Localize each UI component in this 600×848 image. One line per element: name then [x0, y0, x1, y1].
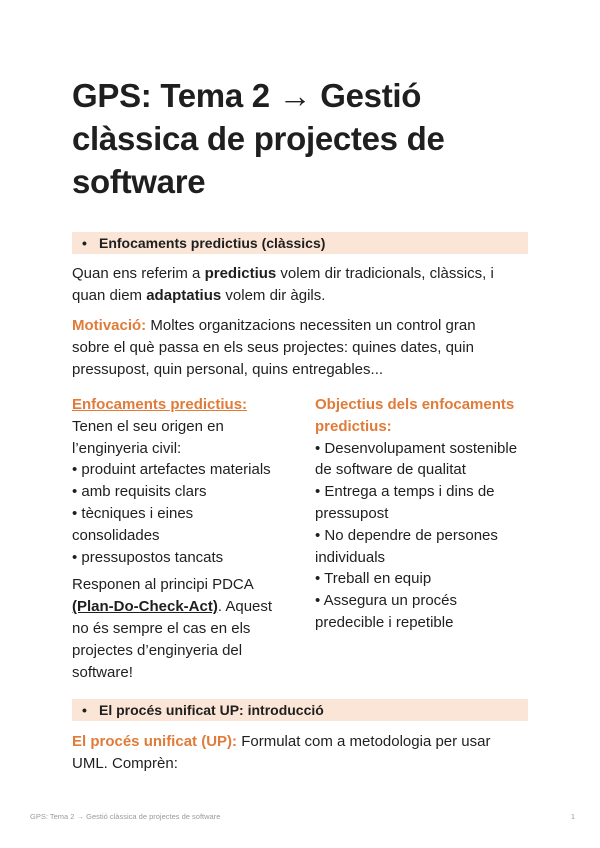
- right-column-line: • No dependre de persones: [315, 526, 498, 544]
- pdca-line: software!: [72, 663, 133, 681]
- left-column-line: consolidades: [72, 526, 160, 544]
- up-label: El procés unificat (UP):: [72, 733, 238, 750]
- bullet: •: [82, 702, 87, 718]
- motivation-text: pressupost, quin personal, quins entregables...: [72, 361, 384, 378]
- section-heading-text: El procés unificat UP: introducció: [99, 702, 324, 718]
- up-text: UML. Comprèn:: [72, 755, 178, 772]
- title-line: software: [72, 163, 206, 200]
- left-column-line: • amb requisits clars: [72, 483, 207, 501]
- pdca-line: projectes d’enginyeria del: [72, 641, 243, 659]
- right-column: [315, 394, 530, 634]
- right-column-line: pressupost: [315, 504, 389, 522]
- right-column-line: predecible i repetible: [315, 613, 454, 631]
- left-column-line: Tenen el seu origen en: [72, 417, 224, 435]
- intro-bold-adaptatius: adaptatius: [146, 287, 222, 304]
- intro-text: volem dir tradicionals, clàssics, i: [276, 265, 494, 282]
- right-column-line: de software de qualitat: [315, 461, 466, 479]
- left-column-heading: Enfocaments predictius:: [72, 396, 248, 413]
- title-line: clàssica de projectes de: [72, 120, 445, 157]
- motivation-label: Motivació:: [72, 317, 147, 334]
- left-column-line: l’enginyeria civil:: [72, 439, 182, 457]
- motivation-paragraph: [72, 315, 532, 381]
- intro-text: volem dir àgils.: [221, 287, 326, 304]
- section-heading-predictive: [72, 232, 528, 254]
- right-column-heading: predictius:: [315, 417, 392, 435]
- motivation-text: sobre el què passa en els seus projectes: quines dates, quin: [72, 339, 474, 356]
- intro-text: quan diem: [72, 287, 147, 304]
- left-column-line: • tècniques i eines: [72, 504, 194, 522]
- section-heading-text: Enfocaments predictius (clàssics): [99, 235, 326, 251]
- pdca-bold: (Plan-Do-Check-Act): [72, 598, 218, 616]
- up-text: Formulat com a metodologia per usar: [237, 733, 491, 750]
- section-heading-up: [72, 699, 528, 721]
- pdca-line: Responen al principi PDCA: [72, 576, 254, 594]
- right-column-line: • Desenvolupament sostenible: [315, 439, 518, 457]
- pdca-line: no és sempre el cas en els: [72, 619, 251, 637]
- left-column-line: • pressupostos tancats: [72, 548, 224, 566]
- page-footer: [30, 811, 575, 823]
- right-column-line: • Assegura un procés: [315, 592, 458, 610]
- right-column-line: individuals: [315, 548, 386, 566]
- intro-bold-predictius: predictius: [204, 265, 277, 282]
- motivation-text: Moltes organitzacions necessiten un control gran: [146, 317, 476, 334]
- bullet: •: [82, 235, 87, 251]
- up-paragraph: [72, 731, 532, 775]
- right-column-line: • Treball en equip: [315, 570, 432, 588]
- left-column: [72, 394, 287, 683]
- footer-title: GPS: Tema 2 → Gestió clàssica de projectes de software: [30, 812, 221, 821]
- title-line: GPS: Tema 2 → Gestió: [72, 77, 422, 114]
- intro-text: Quan ens referim a: [72, 265, 205, 282]
- intro-paragraph: [72, 263, 532, 307]
- right-column-heading: Objectius dels enfocaments: [315, 396, 515, 413]
- right-column-line: • Entrega a temps i dins de: [315, 483, 495, 501]
- page-number: 1: [570, 812, 575, 821]
- pdca-text: . Aquest: [217, 598, 273, 616]
- left-column-line: • produint artefactes materials: [72, 461, 271, 479]
- page-title: [72, 74, 542, 203]
